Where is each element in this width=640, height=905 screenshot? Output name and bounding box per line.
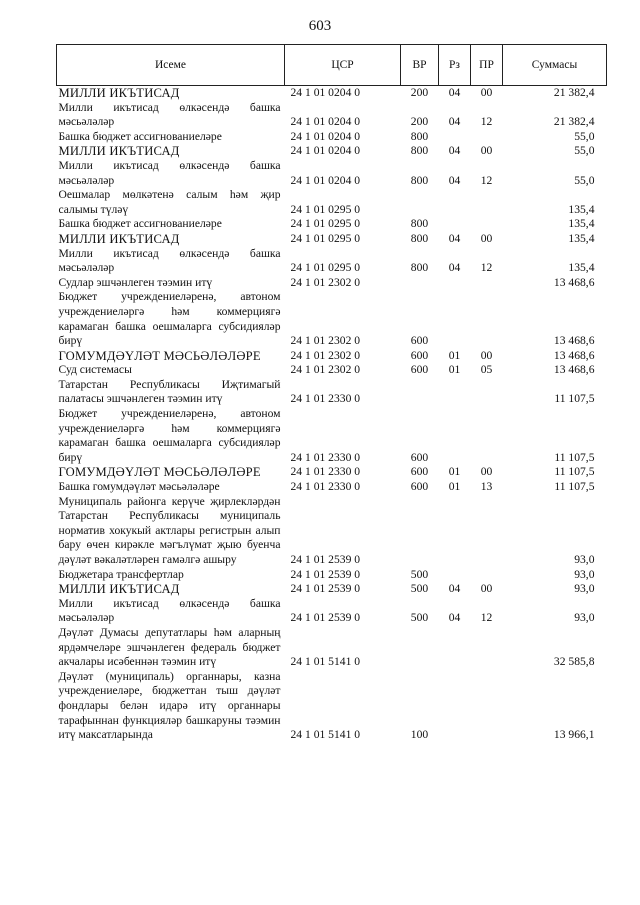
table-row	[57, 349, 607, 364]
cell-name: Дәүләт Думасы депутатлары һәм аларның ярдәмчеләре эшчәнлеген федераль бюджет акчалары исәбеннән тәэмин итү	[58, 625, 281, 669]
cell-csr: 24 1 01 2539 0	[290, 611, 361, 625]
cell-pr	[471, 568, 503, 583]
cell-rz	[439, 670, 471, 743]
table-row	[57, 465, 607, 480]
cell-pr: 12	[480, 173, 493, 187]
cell-sum: 11 107,5	[554, 450, 595, 464]
cell-sum: 93,0	[574, 611, 595, 625]
cell-vr: 500	[410, 582, 429, 596]
page-number: 603	[308, 18, 332, 34]
cell-pr: 00	[480, 465, 493, 479]
cell-csr: 24 1 01 0295 0	[290, 261, 361, 275]
cell-rz	[439, 188, 471, 217]
cell-name: Башка гомумдәүләт мәсьәләләре	[58, 480, 220, 494]
cell-name: МИЛЛИ ИКЪТИСАД	[58, 86, 180, 100]
table-row	[57, 232, 607, 247]
budget-table	[56, 44, 607, 743]
table-row	[57, 188, 607, 217]
cell-pr: 13	[480, 480, 493, 494]
cell-csr: 24 1 01 2302 0	[290, 275, 361, 289]
cell-name: МИЛЛИ ИКЪТИСАД	[58, 582, 180, 597]
cell-csr: 24 1 01 2539 0	[290, 567, 361, 581]
cell-csr: 24 1 01 0295 0	[290, 217, 361, 231]
cell-sum: 13 468,6	[553, 363, 595, 377]
header-vr: ВР	[401, 45, 439, 86]
cell-sum: 93,0	[574, 582, 595, 596]
table-row	[57, 480, 607, 495]
cell-csr: 24 1 01 5141 0	[290, 728, 361, 742]
cell-vr: 800	[410, 129, 429, 143]
cell-vr: 800	[410, 144, 429, 158]
cell-sum: 11 107,5	[554, 465, 595, 479]
cell-csr: 24 1 01 0295 0	[290, 202, 361, 216]
cell-rz: 04	[448, 611, 461, 625]
cell-pr	[471, 495, 503, 568]
cell-pr: 00	[480, 231, 493, 245]
cell-sum: 13 966,1	[553, 728, 595, 742]
cell-pr	[471, 407, 503, 465]
table-row	[57, 407, 607, 465]
cell-sum: 93,0	[574, 567, 595, 581]
cell-pr	[471, 217, 503, 232]
cell-sum: 93,0	[574, 553, 595, 566]
table-row	[57, 159, 607, 188]
cell-name: Милли икътисад өлкәсендә башка мәсьәләләр	[58, 596, 281, 625]
cell-pr	[471, 670, 503, 743]
cell-csr: 24 1 01 2539 0	[290, 582, 361, 596]
cell-name: Дәүләт (муниципаль) органнары, казна учреждениеләре, бюджеттан тыш дәүләт фондлары белән идарә итү органнары тарафыннан функцияләр башкаруны тәэмин итү максатларында	[58, 669, 281, 742]
cell-name: Бюджетара трансфертлар	[58, 567, 184, 581]
header-sum: Суммасы	[503, 45, 607, 86]
cell-vr: 500	[410, 567, 429, 581]
cell-pr: 05	[480, 363, 493, 377]
cell-csr: 24 1 01 0295 0	[290, 231, 361, 245]
cell-rz: 04	[448, 231, 461, 245]
cell-vr: 600	[410, 450, 429, 464]
cell-csr: 24 1 01 5141 0	[290, 655, 361, 669]
cell-csr: 24 1 01 2302 0	[290, 363, 361, 377]
cell-name: ГОМУМДӘҮЛӘТ МӘСЬӘЛӘЛӘРЕ	[58, 465, 261, 480]
cell-vr	[401, 495, 439, 568]
cell-name: Бюджет учреждениеләренә, автоном учреждениеләргә һәм коммерциягә карамаган башка оешмаларга субсидияләр бирү	[58, 290, 281, 348]
cell-vr	[401, 626, 439, 670]
cell-sum: 21 382,4	[553, 86, 595, 99]
cell-vr: 600	[410, 465, 429, 479]
cell-name: Муниципаль районга керүче җирлекләрдән Татарстан Республикасы муниципаль норматив хокукый актлары регистрын алып бару өчен кирәкле мәгълүмат җыю буенча дәүләт вәкаләтләрен гамәлгә ашыру	[58, 494, 281, 566]
cell-rz	[439, 130, 471, 145]
table-row	[57, 626, 607, 670]
cell-vr	[401, 378, 439, 407]
cell-pr	[471, 130, 503, 145]
header-pr: ПР	[471, 45, 503, 86]
cell-vr: 100	[410, 728, 429, 742]
cell-sum: 55,0	[574, 173, 595, 187]
header-name: Исеме	[57, 45, 285, 86]
cell-csr: 24 1 01 2330 0	[290, 480, 361, 494]
table-row	[57, 363, 607, 378]
table-row	[57, 582, 607, 597]
cell-rz	[439, 495, 471, 568]
table-row	[57, 290, 607, 348]
cell-sum: 21 382,4	[553, 115, 595, 129]
cell-csr: 24 1 01 2330 0	[290, 392, 361, 406]
cell-sum: 13 468,6	[553, 334, 595, 348]
cell-sum: 32 585,8	[553, 655, 595, 669]
cell-name: Милли икътисад өлкәсендә башка мәсьәләләр	[58, 158, 281, 187]
table-body	[57, 86, 607, 743]
cell-rz: 04	[448, 144, 461, 158]
cell-rz: 01	[448, 465, 461, 479]
cell-name: МИЛЛИ ИКЪТИСАД	[58, 231, 180, 246]
cell-pr: 12	[480, 611, 493, 625]
table-row	[57, 101, 607, 130]
cell-vr: 800	[410, 173, 429, 187]
table-row	[57, 217, 607, 232]
table-row	[57, 247, 607, 276]
cell-rz: 04	[448, 86, 461, 99]
cell-csr: 24 1 01 2539 0	[290, 553, 361, 566]
cell-name: Оешмалар мөлкәтенә салым һәм җир салымы түләү	[58, 188, 281, 216]
cell-name: Бюджет учреждениеләренә, автоном учреждениеләргә һәм коммерциягә карамаган башка оешмаларга субсидияләр бирү	[58, 407, 281, 464]
cell-rz	[439, 568, 471, 583]
cell-rz: 04	[448, 261, 461, 275]
cell-rz: 04	[448, 582, 461, 596]
cell-vr	[401, 276, 439, 291]
table-row	[57, 495, 607, 568]
cell-pr: 12	[480, 261, 493, 275]
cell-rz: 04	[448, 173, 461, 187]
cell-vr: 600	[410, 348, 429, 362]
cell-csr: 24 1 01 2330 0	[290, 465, 361, 479]
cell-pr	[471, 188, 503, 217]
cell-vr: 500	[410, 611, 429, 625]
cell-sum: 135,4	[568, 231, 595, 245]
cell-vr: 600	[410, 363, 429, 377]
cell-rz: 04	[448, 115, 461, 129]
table-row	[57, 378, 607, 407]
table-row	[57, 597, 607, 626]
cell-sum: 55,0	[574, 129, 595, 143]
cell-csr: 24 1 01 0204 0	[290, 173, 361, 187]
table-row	[57, 130, 607, 145]
cell-sum: 11 107,5	[554, 392, 595, 406]
cell-rz	[439, 217, 471, 232]
cell-rz: 01	[448, 363, 461, 377]
cell-pr	[471, 276, 503, 291]
cell-rz	[439, 626, 471, 670]
cell-name: Татарстан Республикасы Иҗтимагый палатасы эшчәнлеген тәэмин итү	[58, 377, 281, 406]
table-row	[57, 670, 607, 743]
cell-vr: 800	[410, 231, 429, 245]
cell-sum: 13 468,6	[553, 275, 595, 289]
cell-pr	[471, 378, 503, 407]
cell-sum: 135,4	[568, 202, 595, 216]
cell-vr: 200	[410, 115, 429, 129]
table-row	[57, 276, 607, 291]
cell-csr: 24 1 01 2302 0	[290, 348, 361, 362]
cell-rz: 01	[448, 348, 461, 362]
cell-vr: 600	[410, 480, 429, 494]
cell-csr: 24 1 01 0204 0	[290, 86, 361, 99]
cell-vr: 200	[410, 86, 429, 99]
cell-name: МИЛЛИ ИКЪТИСАД	[58, 144, 180, 159]
cell-pr: 00	[480, 582, 493, 596]
cell-pr: 12	[480, 115, 493, 129]
cell-vr: 600	[410, 334, 429, 348]
cell-rz: 01	[448, 480, 461, 494]
cell-sum: 135,4	[568, 217, 595, 231]
cell-pr: 00	[480, 144, 493, 158]
cell-sum: 135,4	[568, 261, 595, 275]
cell-vr: 800	[410, 217, 429, 231]
cell-sum: 13 468,6	[553, 348, 595, 362]
cell-sum: 55,0	[574, 144, 595, 158]
cell-csr: 24 1 01 0204 0	[290, 144, 361, 158]
cell-pr: 00	[480, 348, 493, 362]
table-row	[57, 568, 607, 583]
header-rz: Рз	[439, 45, 471, 86]
cell-name: Башка бюджет ассигнованиеләре	[58, 129, 222, 143]
cell-name: ГОМУМДӘҮЛӘТ МӘСЬӘЛӘЛӘРЕ	[58, 348, 261, 363]
cell-csr: 24 1 01 2330 0	[290, 450, 361, 464]
cell-name: Башка бюджет ассигнованиеләре	[58, 217, 222, 231]
cell-vr: 800	[410, 261, 429, 275]
cell-name: Милли икътисад өлкәсендә башка мәсьәләләр	[58, 246, 281, 275]
table-header	[57, 45, 607, 86]
cell-pr	[471, 290, 503, 348]
cell-pr	[471, 626, 503, 670]
cell-vr	[401, 188, 439, 217]
cell-rz	[439, 276, 471, 291]
cell-name: Суд системасы	[58, 363, 132, 377]
cell-sum: 11 107,5	[554, 480, 595, 494]
cell-rz	[439, 407, 471, 465]
table-row	[57, 86, 607, 101]
cell-name: Судлар эшчәнлеген тәэмин итү	[58, 275, 213, 289]
table-row	[57, 144, 607, 159]
cell-rz	[439, 290, 471, 348]
cell-pr: 00	[480, 86, 493, 99]
cell-csr: 24 1 01 0204 0	[290, 115, 361, 129]
header-csr: ЦСР	[285, 45, 401, 86]
cell-csr: 24 1 01 2302 0	[290, 334, 361, 348]
cell-csr: 24 1 01 0204 0	[290, 129, 361, 143]
cell-name: Милли икътисад өлкәсендә башка мәсьәләләр	[58, 100, 281, 129]
cell-rz	[439, 378, 471, 407]
